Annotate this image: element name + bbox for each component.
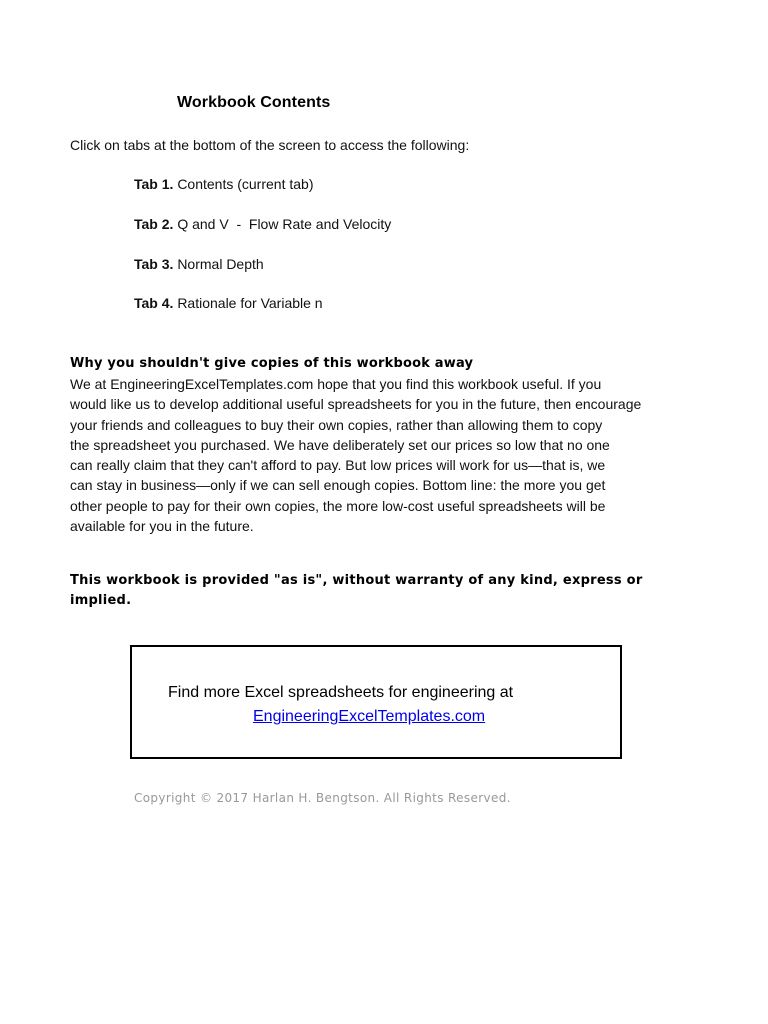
- tab-description: Normal Depth: [177, 256, 264, 272]
- paragraph-line: available for you in the future.: [70, 518, 254, 535]
- paragraph-line: the spreadsheet you purchased. We have deliberately set our prices so low that no one: [70, 436, 610, 453]
- promo-box: [130, 645, 622, 759]
- intro-text: Click on tabs at the bottom of the screen to access the following:: [70, 137, 470, 153]
- tab-description: Contents (current tab): [177, 176, 314, 192]
- paragraph-line: can stay in business—only if we can sell enough copies. Bottom line: the more you get: [70, 477, 606, 494]
- tab-label: Tab 2.: [134, 216, 174, 232]
- tab-label: Tab 1.: [134, 176, 174, 192]
- copyright-notice: Copyright © 2017 Harlan H. Bengtson. All Rights Reserved.: [134, 791, 511, 805]
- why-heading: Why you shouldn't give copies of this workbook away: [70, 356, 474, 371]
- warranty-notice: This workbook is provided "as is", without warranty of any kind, express or implied.: [70, 573, 643, 608]
- why-paragraph: [70, 374, 710, 536]
- paragraph-line: would like us to develop additional useful spreadsheets for you in the future, then encourage: [70, 396, 642, 413]
- tab-list-item-1: [134, 176, 313, 192]
- paragraph-line: other people to pay for their own copies, the more low-cost useful spreadsheets will be: [70, 497, 606, 514]
- paragraph-line: your friends and colleagues to buy their own copies, rather than allowing them to copy: [70, 416, 603, 433]
- tab-description: Rationale for Variable n: [177, 295, 323, 311]
- promo-link[interactable]: EngineeringExcelTemplates.com: [253, 708, 486, 725]
- tab-list-item-2: [134, 216, 391, 232]
- tab-list-item-3: [134, 256, 264, 272]
- tab-description: Q and V - Flow Rate and Velocity: [177, 216, 392, 232]
- paragraph-line: can really claim that they can't afford to pay. But low prices will work for us—that is, we: [70, 457, 606, 474]
- page-title: Workbook Contents: [177, 94, 331, 111]
- promo-text: Find more Excel spreadsheets for engineering at: [168, 684, 514, 701]
- paragraph-line: We at EngineeringExcelTemplates.com hope that you find this workbook useful. If you: [70, 376, 602, 392]
- tab-label: Tab 4.: [134, 295, 174, 311]
- tab-label: Tab 3.: [134, 256, 174, 272]
- tab-list-item-4: [134, 295, 323, 311]
